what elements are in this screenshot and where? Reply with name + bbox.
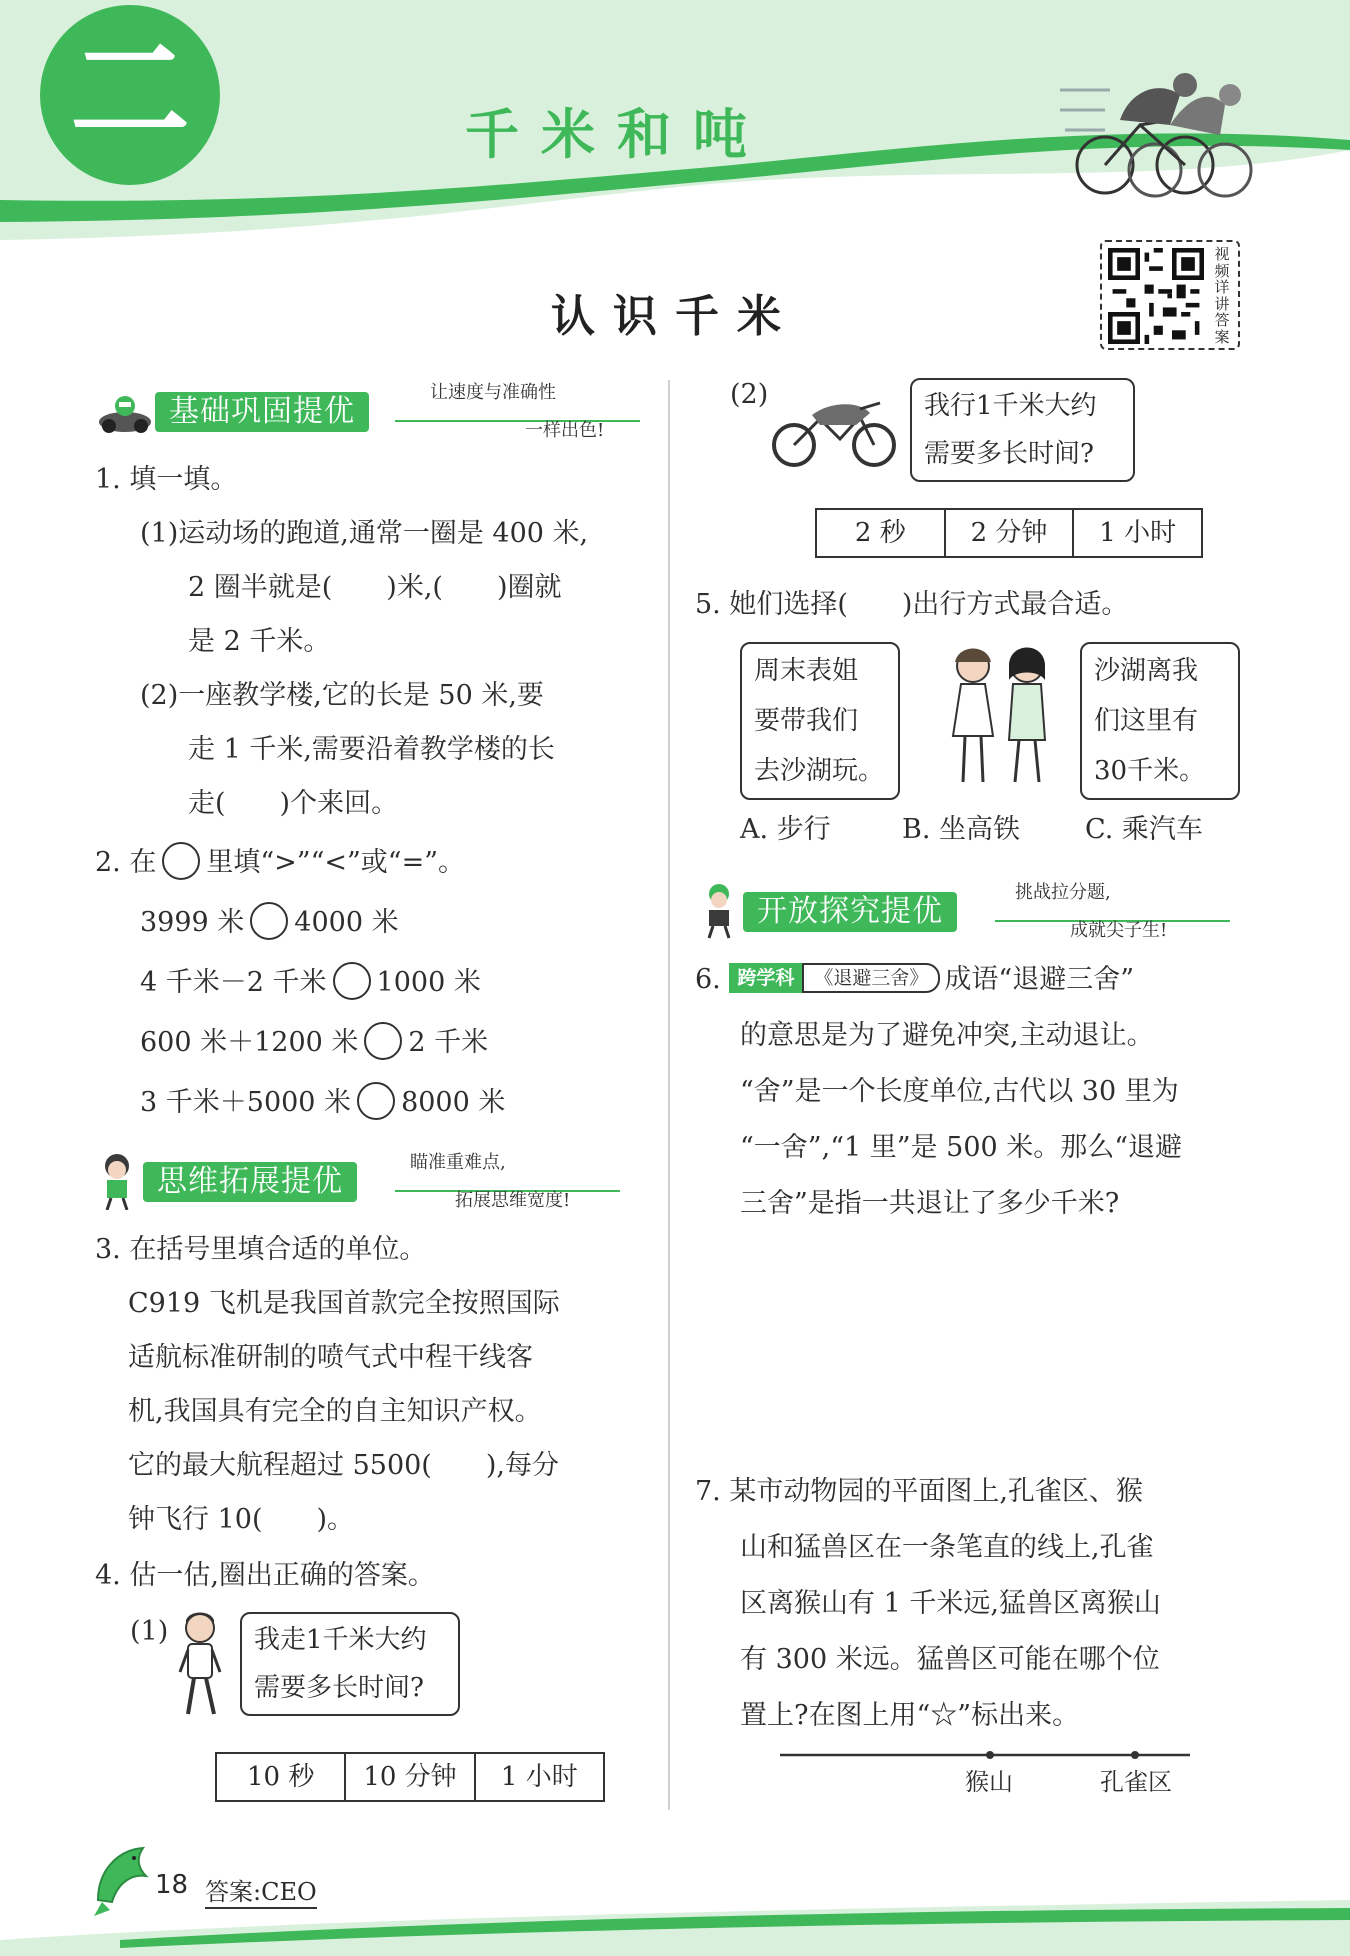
label-monkey-hill: 猴山 (965, 1768, 1013, 1796)
q2-title-a: 2. 在 (95, 847, 157, 878)
idiom-tag: 《退避三舍》 (802, 963, 940, 993)
bubble-line: 我走1千米大约 (254, 1625, 427, 1655)
q5-right-bubble (1080, 642, 1240, 800)
section-banner-basic (95, 380, 655, 440)
bubble-line: 30千米。 (1094, 756, 1206, 786)
q2-title (95, 843, 465, 883)
label-peacock-area: 孔雀区 (1100, 1768, 1172, 1796)
q1-p2-line3: 走( )个来回。 (188, 788, 399, 819)
q1-p2-line1: (2)一座教学楼,它的长是 50 米,要 (140, 680, 544, 711)
q6-line1-rest: 成语“退避三舍” (944, 964, 1134, 995)
q2-row-left: 3 千米＋5000 米 (140, 1087, 352, 1118)
q5-option-c[interactable]: C. 乘汽车 (1085, 814, 1203, 845)
q2-row (140, 963, 481, 1003)
answer-circle[interactable] (364, 1022, 402, 1060)
q2-row (140, 1083, 505, 1123)
cross-subject-tag: 跨学科 (729, 963, 802, 993)
q4-p2-options (815, 508, 1203, 558)
q7-line2: 山和猛兽区在一条笔直的线上,孔雀 (740, 1532, 1154, 1563)
section-note-line1: 挑战拉分题, (1015, 882, 1111, 903)
two-girls-icon (935, 640, 1065, 790)
q6-line5: 三舍”是指一共退让了多少千米? (740, 1188, 1120, 1219)
bubble-line: 要带我们 (754, 706, 859, 736)
q3-line4: 它的最大航程超过 5500( ),每分 (128, 1450, 559, 1481)
answer-circle[interactable] (333, 962, 371, 1000)
section-note-line2: 一样出色! (525, 420, 605, 441)
bubble-line: 周末表姐 (754, 656, 859, 686)
q6-number: 6. (695, 964, 721, 995)
q4-p1-label: (1) (130, 1616, 169, 1647)
option-cell[interactable]: 10 分钟 (346, 1754, 475, 1800)
qr-label: 视频详讲答案 (1214, 245, 1230, 346)
section-note-line2: 拓展思维宽度! (455, 1190, 571, 1211)
bubble-line: 我行1千米大约 (924, 391, 1097, 421)
thinker-icon (95, 1150, 145, 1210)
option-cell[interactable]: 2 秒 (817, 510, 946, 556)
q5-title: 5. 她们选择( )出行方式最合适。 (695, 589, 1129, 620)
q2-row (140, 903, 399, 943)
q2-row (140, 1023, 488, 1063)
q3-title: 3. 在括号里填合适的单位。 (95, 1234, 427, 1265)
q6-line4: “一舍”,“1 里”是 500 米。那么“退避 (740, 1132, 1183, 1163)
answer-circle[interactable] (357, 1082, 395, 1120)
peacock-area-point (1131, 1751, 1139, 1759)
page-number: 18 (155, 1870, 189, 1900)
q7-line4: 有 300 米远。猛兽区可能在哪个位 (740, 1644, 1160, 1675)
bubble-line: 需要多长时间? (254, 1673, 424, 1703)
q3-line3: 机,我国具有完全的自主知识产权。 (128, 1396, 542, 1427)
q1-p1-line1: (1)运动场的跑道,通常一圈是 400 米, (140, 518, 589, 549)
q3-line2: 适航标准研制的喷气式中程干线客 (128, 1342, 533, 1373)
q6-line1 (695, 960, 1134, 1000)
q3-line5: 钟飞行 10( )。 (128, 1504, 355, 1535)
q1-p1-line3: 是 2 千米。 (188, 626, 331, 657)
q1-p1-line2: 2 圈半就是( )米,( )圈就 (188, 572, 562, 603)
q5-option-a[interactable]: A. 步行 (740, 814, 831, 845)
walking-boy-icon (170, 1610, 230, 1720)
q6-line3: “舍”是一个长度单位,古代以 30 里为 (740, 1076, 1179, 1107)
bottom-band (0, 1900, 1350, 1956)
q4-p2-bubble (910, 378, 1135, 482)
q2-row-left: 3999 米 (140, 907, 245, 938)
section-banner-open (695, 880, 1255, 940)
q2-row-left: 600 米＋1200 米 (140, 1027, 359, 1058)
bubble-line: 沙湖离我 (1094, 656, 1199, 686)
q3-line1: C919 飞机是我国首款完全按照国际 (128, 1288, 560, 1319)
motorcycle-icon (770, 395, 900, 470)
option-cell[interactable]: 1 小时 (1099, 518, 1177, 548)
lesson-title: 认识千米 (551, 291, 799, 342)
bubble-line: 们这里有 (1094, 706, 1199, 736)
q2-row-right: 8000 米 (401, 1087, 506, 1118)
bubble-line: 去沙湖玩。 (754, 756, 885, 786)
column-divider (668, 380, 670, 1810)
q4-p1-options (215, 1752, 605, 1802)
q1-title: 1. 填一填。 (95, 464, 238, 495)
q7-line3: 区离猴山有 1 千米远,猛兽区离猴山 (740, 1588, 1161, 1619)
racer-icon (95, 380, 155, 440)
dolphin-icon (88, 1840, 158, 1920)
compare-circle-icon (162, 842, 200, 880)
section-note-line2: 成就尖子生! (1070, 920, 1168, 941)
section-title-open: 开放探究提优 (743, 892, 957, 932)
chapter-title: 千米和吨 (465, 103, 769, 166)
bubble-line: 需要多长时间? (924, 439, 1094, 469)
q7-line1: 7. 某市动物园的平面图上,孔雀区、猴 (695, 1476, 1143, 1507)
section-note-line1: 让速度与准确性 (430, 382, 556, 403)
q6-line2: 的意思是为了避免冲突,主动退让。 (740, 1020, 1154, 1051)
q2-row-left: 4 千米－2 千米 (140, 967, 327, 998)
option-cell[interactable]: 10 秒 (217, 1754, 346, 1800)
q1-p2-line2: 走 1 千米,需要沿着教学楼的长 (188, 734, 555, 765)
answer-circle[interactable] (250, 902, 288, 940)
q4-p1-bubble (240, 1612, 460, 1716)
q4-p2-label: (2) (730, 379, 769, 410)
monkey-hill-point (986, 1751, 994, 1759)
q2-row-right: 4000 米 (294, 907, 399, 938)
option-cell[interactable]: 2 分钟 (946, 510, 1075, 556)
cyclist-icon (1060, 50, 1260, 200)
option-cell[interactable]: 1 小时 (500, 1762, 578, 1792)
answer-key: 答案:CEO (205, 1872, 317, 1909)
section-title-thinking: 思维拓展提优 (143, 1162, 357, 1202)
q5-option-b[interactable]: B. 坐高铁 (902, 814, 1021, 845)
section-note-line1: 瞄准重难点, (410, 1152, 506, 1173)
q4-title: 4. 估一估,圈出正确的答案。 (95, 1560, 435, 1591)
chapter-number: 二 (40, 5, 220, 185)
q2-title-b: 里填“>”“<”或“=”。 (206, 847, 466, 878)
q2-row-right: 1000 米 (376, 967, 481, 998)
section-title-basic: 基础巩固提优 (155, 392, 369, 432)
q7-line5: 置上?在图上用“☆”标出来。 (740, 1700, 1080, 1731)
explorer-icon (695, 880, 745, 940)
section-banner-thinking (95, 1150, 655, 1210)
q2-row-right: 2 千米 (408, 1027, 489, 1058)
q5-left-bubble (740, 642, 900, 800)
